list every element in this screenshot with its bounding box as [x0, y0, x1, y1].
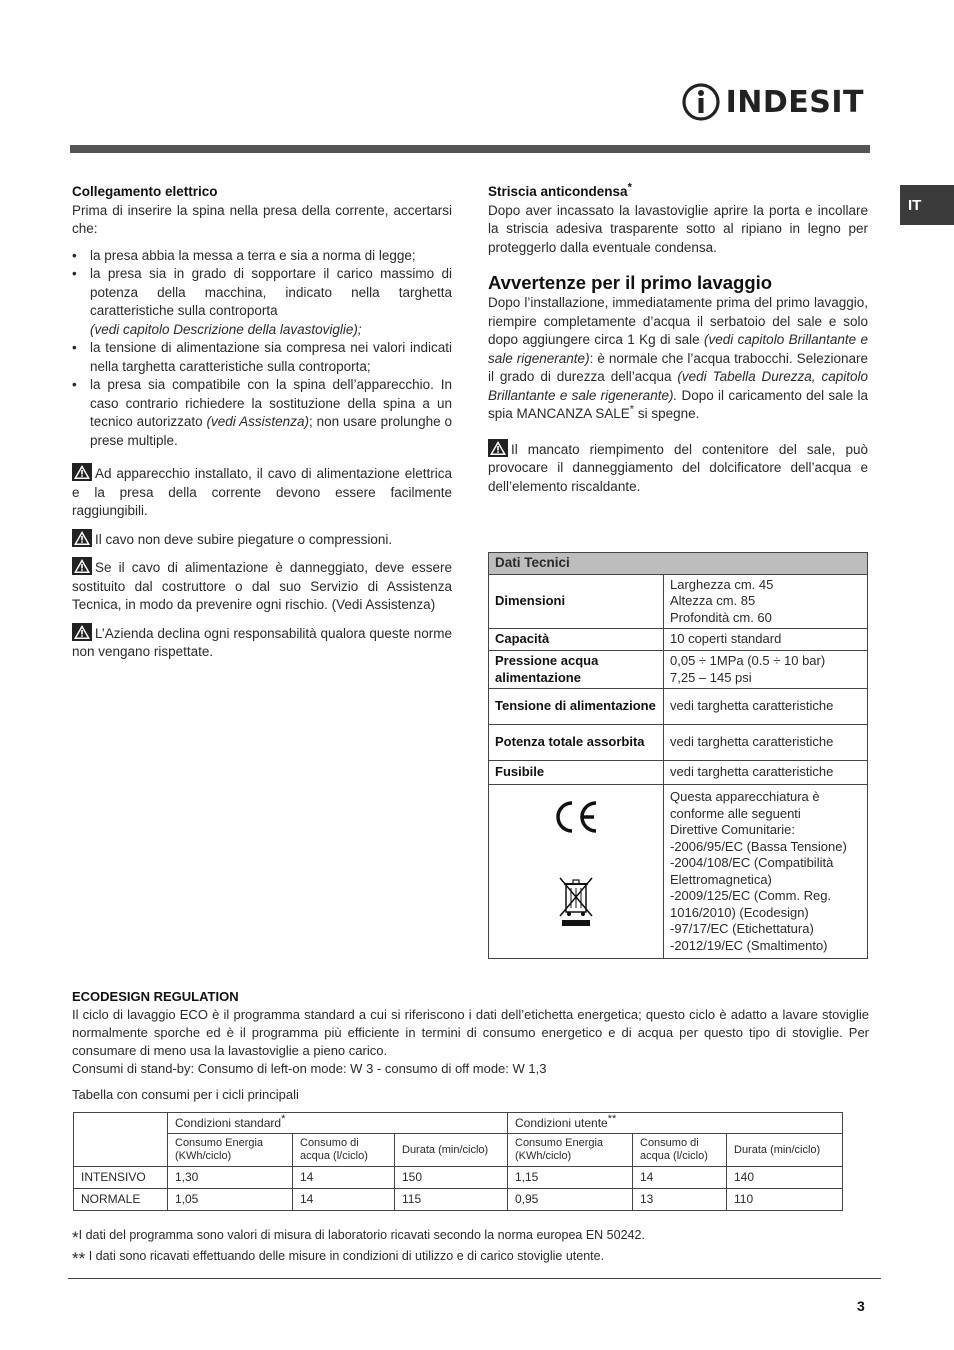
table-cell: 14	[293, 1167, 395, 1189]
list-item: • la tensione di alimentazione sia compresa nei valori indicati nella targhetta caratteristiche sulla controporta;	[72, 339, 452, 376]
warning-paragraph: Il cavo non deve subire piegature o compressioni.	[72, 529, 452, 550]
symbols-cell	[489, 785, 664, 959]
table-header-row	[489, 553, 868, 575]
technical-data-table	[488, 552, 868, 959]
avvertenze-text: Dopo l’installazione, immediatamente prima del primo lavaggio, riempire completamente d’acqua il serbatoio del sale e solo dopo aggiungere circa 1 Kg di sale (vedi capitolo Brillantante e sale rigenerante): è normale che l’acqua trabocchi. Selezionare il grado di durezza dell’acqua (vedi Tabella Durezza, capitolo Brillantante e sale rigenerante). Dopo il caricamento del sale la spia MANCANZA SALE* si spegne.	[488, 295, 868, 421]
ecodesign-section	[72, 988, 869, 1104]
row-value: vedi targhetta caratteristiche	[664, 725, 868, 761]
table-cell: 0,95	[508, 1189, 633, 1211]
header-divider	[70, 145, 870, 153]
table-cell: 13	[633, 1189, 727, 1211]
column-header: Consumo Energia (KWh/ciclo)	[168, 1134, 293, 1167]
table-cell: 1,15	[508, 1167, 633, 1189]
column-header: Consumo di acqua (l/ciclo)	[293, 1134, 395, 1167]
row-value: 10 coperti standard	[664, 629, 868, 651]
table-row	[489, 785, 868, 959]
row-value: Larghezza cm. 45 Altezza cm. 85 Profondità cm. 60	[664, 574, 868, 629]
warning-paragraph: Ad apparecchio installato, il cavo di alimentazione elettrica e la presa della corrente devono essere facilmente raggiungibili.	[72, 463, 452, 521]
warning-paragraph: Se il cavo di alimentazione è danneggiato, deve essere sostituito dal costruttore o dal suo Servizio di Assistenza Tecnica, in modo da prevenire ogni rischio. (Vedi Assistenza)	[72, 557, 452, 615]
table-row	[489, 574, 868, 629]
language-tab: IT	[900, 185, 954, 225]
warning-paragraph: L’Azienda declina ogni responsabilità qualora queste norme non vengano rispettate.	[72, 623, 452, 662]
footnote: ** I dati sono ricavati effettuando delle misure in condizioni di utilizzo e di carico stoviglie utente.	[72, 1249, 605, 1268]
ce-mark-icon	[552, 799, 600, 835]
row-label: NORMALE	[74, 1189, 168, 1211]
list-item: • la presa abbia la messa a terra e sia a norma di legge;	[72, 247, 452, 266]
row-label: INTENSIVO	[74, 1167, 168, 1189]
table-cell: 110	[727, 1189, 843, 1211]
warning-paragraph: Il mancato riempimento del contenitore del sale, può provocare il danneggiamento del dolcificatore dell’acqua e dell’elemento riscaldante.	[488, 439, 868, 497]
table-cell: 115	[395, 1189, 508, 1211]
warning-icon	[72, 463, 92, 481]
row-label: Tensione di alimentazione	[489, 689, 664, 725]
page-number: 3	[857, 1298, 865, 1314]
table-header-row	[74, 1113, 843, 1134]
list-item: • la presa sia compatibile con la spina dell’apparecchio. In caso contrario richiedere la sostituzione della spina a un tecnico autorizzato (vedi Assistenza); non usare prolunghe o prese multiple.	[72, 376, 452, 450]
ecodesign-text: Il ciclo di lavaggio ECO è il programma standard a cui si riferiscono i dati dell’etichetta energetica; questo ciclo è adatto a lavare stoviglie normalmente sporche ed è il programma più efficiente in termini di consumo energetico e di acqua per questo tipo di stoviglie. Per consumare di meno usa la lavastoviglie a pieno carico.	[72, 1007, 869, 1058]
section-heading-avvertenze: Avvertenze per il primo lavaggio	[488, 272, 773, 293]
weee-bin-icon	[556, 876, 596, 928]
table-header-row	[74, 1134, 843, 1167]
warning-icon	[488, 439, 508, 457]
conformity-cell: Questa apparecchiatura è conforme alle seguenti Direttive Comunitarie: -2006/95/EC (Bassa Tensione) -2004/108/EC (Compatibilità Elettromagnetica) -2009/125/EC (Comm. Reg. 1016/2010) (Ecodesign) -97/17/EC (Etichettatura) -2012/19/EC (Smaltimento)	[664, 785, 868, 959]
list-item: • la presa sia in grado di sopportare il carico massimo di potenza della macchina, indicato nella targhetta caratteristiche sulla controporta (vedi capitolo Descrizione della lavastoviglie);	[72, 265, 452, 339]
striscia-text: Dopo aver incassato la lavastoviglie aprire la porta e incollare la striscia adesiva trasparente sotto al ripiano in legno per proteggerlo dalla eventuale condensa.	[488, 202, 868, 255]
column-header: Consumo di acqua (l/ciclo)	[633, 1134, 727, 1167]
table-cell: 1,05	[168, 1189, 293, 1211]
section-heading-striscia: Striscia anticondensa*	[488, 181, 632, 199]
row-label: Potenza totale assorbita	[489, 725, 664, 761]
table-title: Dati Tecnici	[489, 553, 868, 575]
table-row	[489, 725, 868, 761]
table-row	[489, 689, 868, 725]
group-header-standard: Condizioni standard*	[168, 1113, 508, 1134]
column-header: Durata (min/ciclo)	[727, 1134, 843, 1167]
warning-icon	[72, 529, 92, 547]
empty-corner-cell	[74, 1113, 168, 1167]
footer-divider	[68, 1278, 881, 1279]
row-value: vedi targhetta caratteristiche	[664, 689, 868, 725]
footnote: *I dati del programma sono valori di misura di laboratorio ricavati secondo la norma europea EN 50242.	[72, 1228, 645, 1247]
warning-icon	[72, 557, 92, 575]
row-value: 0,05 ÷ 1MPa (0.5 ÷ 10 bar) 7,25 – 145 psi	[664, 651, 868, 689]
row-label: Pressione acqua alimentazione	[489, 651, 664, 689]
table-row	[74, 1189, 843, 1211]
table-cell: 14	[633, 1167, 727, 1189]
row-value: vedi targhetta caratteristiche	[664, 761, 868, 785]
row-label: Capacità	[489, 629, 664, 651]
warning-icon	[72, 623, 92, 641]
right-column	[488, 183, 868, 496]
section-heading-collegamento: Collegamento elettrico	[72, 184, 218, 199]
brand-logo	[682, 82, 864, 122]
brand-name: INDESIT	[725, 84, 864, 120]
table-row	[74, 1167, 843, 1189]
indesit-logo-icon	[682, 82, 720, 122]
table-row	[489, 629, 868, 651]
section-heading-ecodesign: ECODESIGN REGULATION	[72, 989, 239, 1004]
table-cell: 14	[293, 1189, 395, 1211]
table-row	[489, 761, 868, 785]
row-label: Dimensioni	[489, 574, 664, 629]
group-header-utente: Condizioni utente**	[508, 1113, 843, 1134]
intro-text: Prima di inserire la spina nella presa della corrente, accertarsi che:	[72, 202, 452, 236]
table-row	[489, 651, 868, 689]
requirements-list	[72, 247, 452, 451]
standby-text: Consumi di stand-by: Consumo di left-on mode: W 3 - consumo di off mode: W 1,3	[72, 1061, 547, 1076]
table-cell: 1,30	[168, 1167, 293, 1189]
table-cell: 150	[395, 1167, 508, 1189]
table-cell: 140	[727, 1167, 843, 1189]
consumption-table	[73, 1112, 843, 1211]
column-header: Consumo Energia (KWh/ciclo)	[508, 1134, 633, 1167]
column-header: Durata (min/ciclo)	[395, 1134, 508, 1167]
footnotes	[72, 1226, 869, 1268]
table-caption: Tabella con consumi per i cicli principali	[72, 1087, 299, 1102]
left-column	[72, 183, 452, 662]
row-label: Fusibile	[489, 761, 664, 785]
